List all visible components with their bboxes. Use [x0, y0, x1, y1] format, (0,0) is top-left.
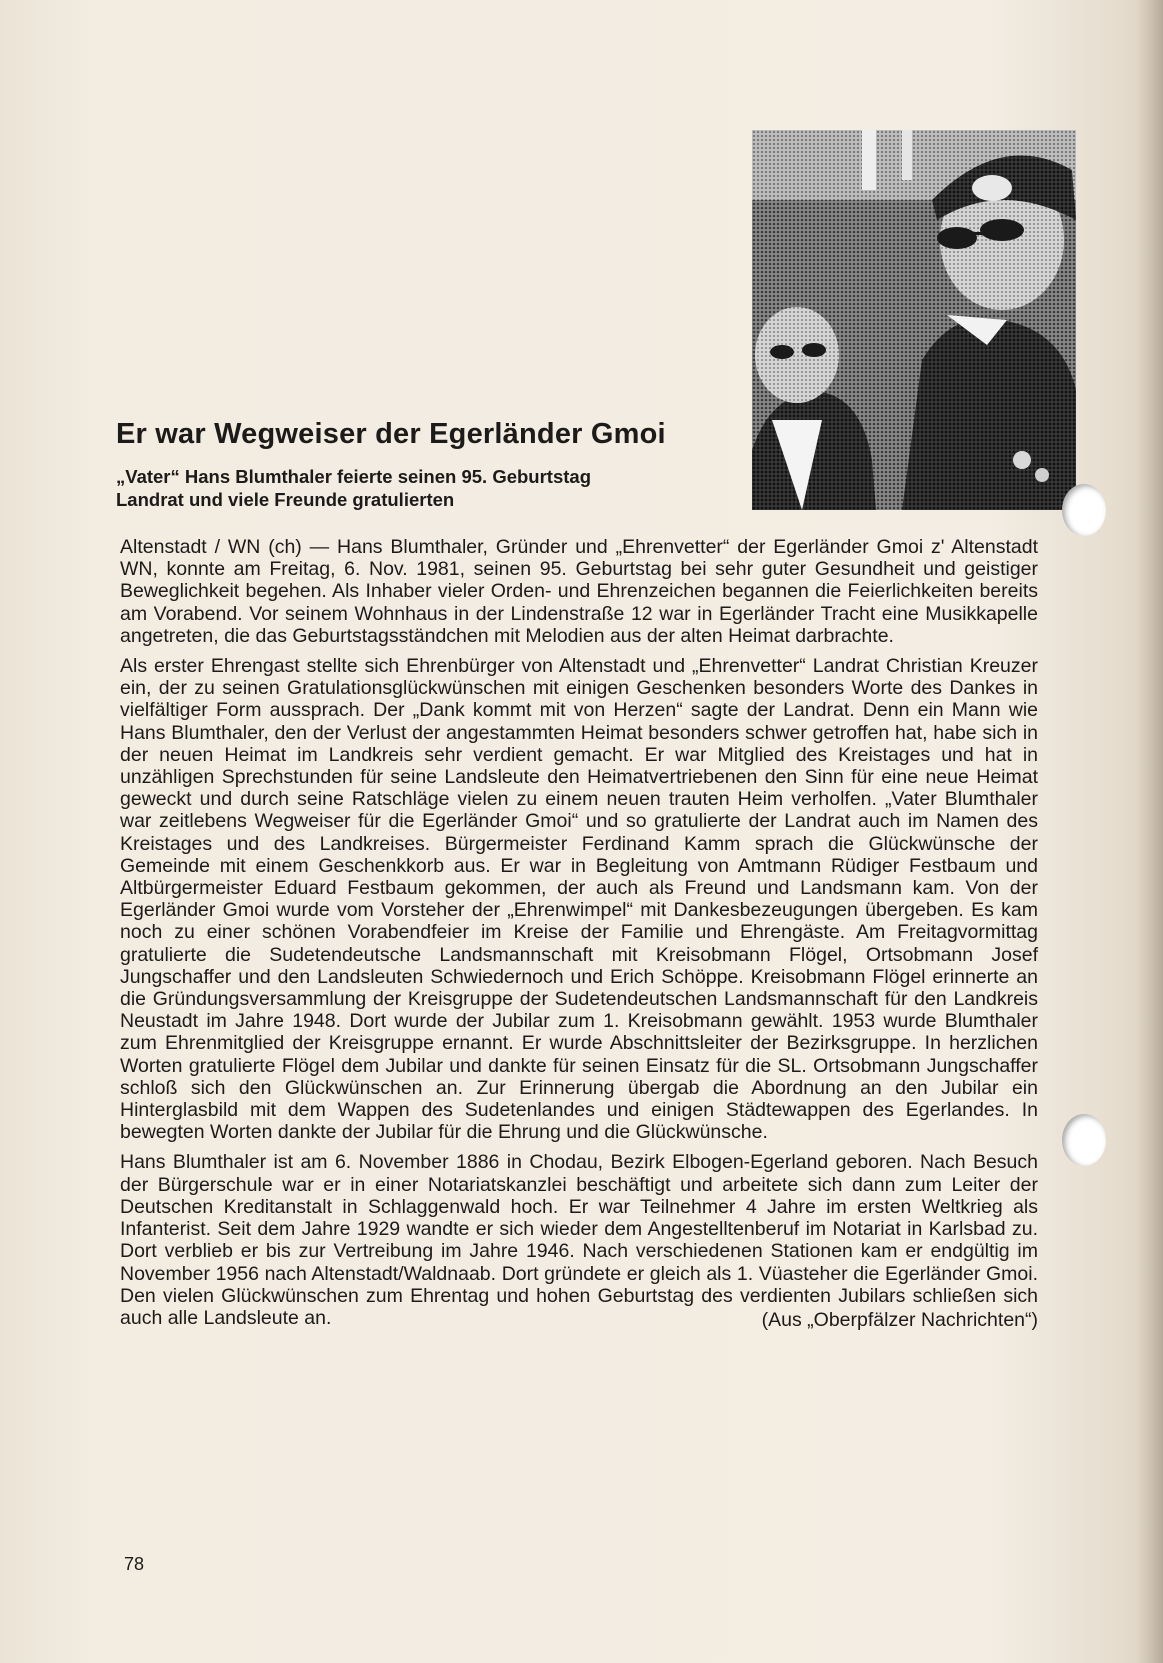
article-subheadline: Landrat und viele Freunde gratulierten [116, 489, 455, 510]
punch-hole [1062, 1114, 1106, 1166]
page-edge-shadow [1137, 0, 1163, 1663]
article-paragraph: Hans Blumthaler ist am 6. November 1886 in Chodau, Bezirk Elbogen-Egerland geboren. Nach Besuch der Bürgerschule war er in einer Notariatskanzlei beschäftigt und arbeitete sich dann zum Leiter der Deutschen Kreditanstalt in Schlaggenwald hoch. Er war Teilnehmer 4 Jahre im ersten Weltkrieg als Infanterist. Seit dem Jahre 1929 wandte er sich wieder dem Angestelltenberuf im Notariat in Karlsbad zu. Dort verblieb er bis zur Vertreibung im Jahre 1946. Nach verschiedenen Stationen kam er endgültig im November 1956 nach Altenstadt/Waldnaab. Dort gründete er gleich als 1. Vüasteher die Egerländer Gmoi. Den vielen Glückwünschen zum Ehrentag und hohen Geburtstag des verdienten Jubilars schließen sich auch alle Landsleute an. [120, 1151, 1038, 1329]
article-headline: Er war Wegweiser der Egerländer Gmoi [116, 418, 666, 450]
portrait-photo [752, 130, 1076, 510]
article-paragraph: Als erster Ehrengast stellte sich Ehrenbürger von Altenstadt und „Ehrenvetter“ Landrat Christian Kreuzer ein, der zu seinen Gratulationsglückwünschen mit einigen Geschenken besonders Worte des Dankes in vielfältiger Form aussprach. Der „Dank kommt mit von Herzen“ sagte der Landrat. Denn ein Mann wie Hans Blumthaler, den der Verlust der angestammten Heimat besonders schwer getroffen hat, habe sich in der neuen Heimat im Landkreis sehr verdient gemacht. Er war Mitglied des Kreistages und hat in unzähligen Sprechstunden für seine Landsleute den Heimatvertriebenen den Sinn für eine neue Heimat geweckt und durch seine Ratschläge vielen zu einem neuen trauten Heim verholfen. „Vater Blumthaler war zeitlebens Wegweiser für die Egerländer Gmoi“ und so gratulierte der Landrat auch im Namen des Kreistages und des Landkreises. Bürgermeister Ferdinand Kamm sprach die Glückwünsche der Gemeinde mit einem Geschenkkorb aus. Er war in Begleitung von Amtmann Rüdiger Festbaum und Altbürgermeister Eduard Festbaum gekommen, der auch als Freund und Landsmann kam. Von der Egerländer Gmoi wurde vom Vorsteher der „Ehrenwimpel“ mit Dankesbezeugungen übergeben. Es kam noch zu einer schönen Vorabendfeier im Kreise der Familie und Ehrengäste. Am Freitagvormittag gratulierte die Sudetendeutsche Landsmannschaft mit Kreisobmann Flögel, Ortsobmann Josef Jungschaffer und den Landsleuten Schwiedernoch und Erich Schöppe. Kreisobmann Flögel erinnerte an die Gründungsversammlung der Kreisgruppe der Sudetendeutschen Landsmannschaft für den Landkreis Neustadt im Jahre 1948. Dort wurde der Jubilar zum 1. Kreisobmann gewählt. 1953 wurde Blumthaler zum Ehrenmitglied der Kreisgruppe ernannt. Er wurde Abschnittsleiter der Bezirksgruppe. In herzlichen Worten gratulierte Flögel dem Jubilar und dankte für seinen Einsatz für die SL. Ortsobmann Jungschaffer schloß sich den Glückwünschen an. Zur Erinnerung übergab die Abordnung an den Jubilar ein Hinterglasbild mit dem Wappen des Sudetenlandes und einigen Städtewappen des Egerlandes. In bewegten Worten dankte der Jubilar für die Ehrung und die Glückwünsche. [120, 655, 1038, 1144]
halftone-photo-image [752, 130, 1076, 510]
page-number: 78 [124, 1554, 145, 1574]
article-paragraph: Altenstadt / WN (ch) — Hans Blumthaler, Gründer und „Ehrenvetter“ der Egerländer Gmoi z' Altenstadt WN, konnte am Freitag, 6. Nov. 1981, seinen 95. Geburtstag bei sehr guter Gesundheit und geistiger Beweglichkeit begehen. Als Inhaber vieler Orden- und Ehrenzeichen begannen die Feierlichkeiten bereits am Vorabend. Vor seinem Wohnhaus in der Lindenstraße 12 war in Egerländer Tracht eine Musikkapelle angetreten, die das Geburtstagsständchen mit Melodien aus der alten Heimat darbrachte. [120, 536, 1038, 647]
article-body [120, 536, 1038, 1331]
article-source: (Aus „Oberpfälzer Nachrichten“) [761, 1309, 1038, 1332]
article-subheadline: „Vater“ Hans Blumthaler feierte seinen 95. Geburtstag [116, 466, 591, 487]
punch-hole [1062, 484, 1106, 536]
